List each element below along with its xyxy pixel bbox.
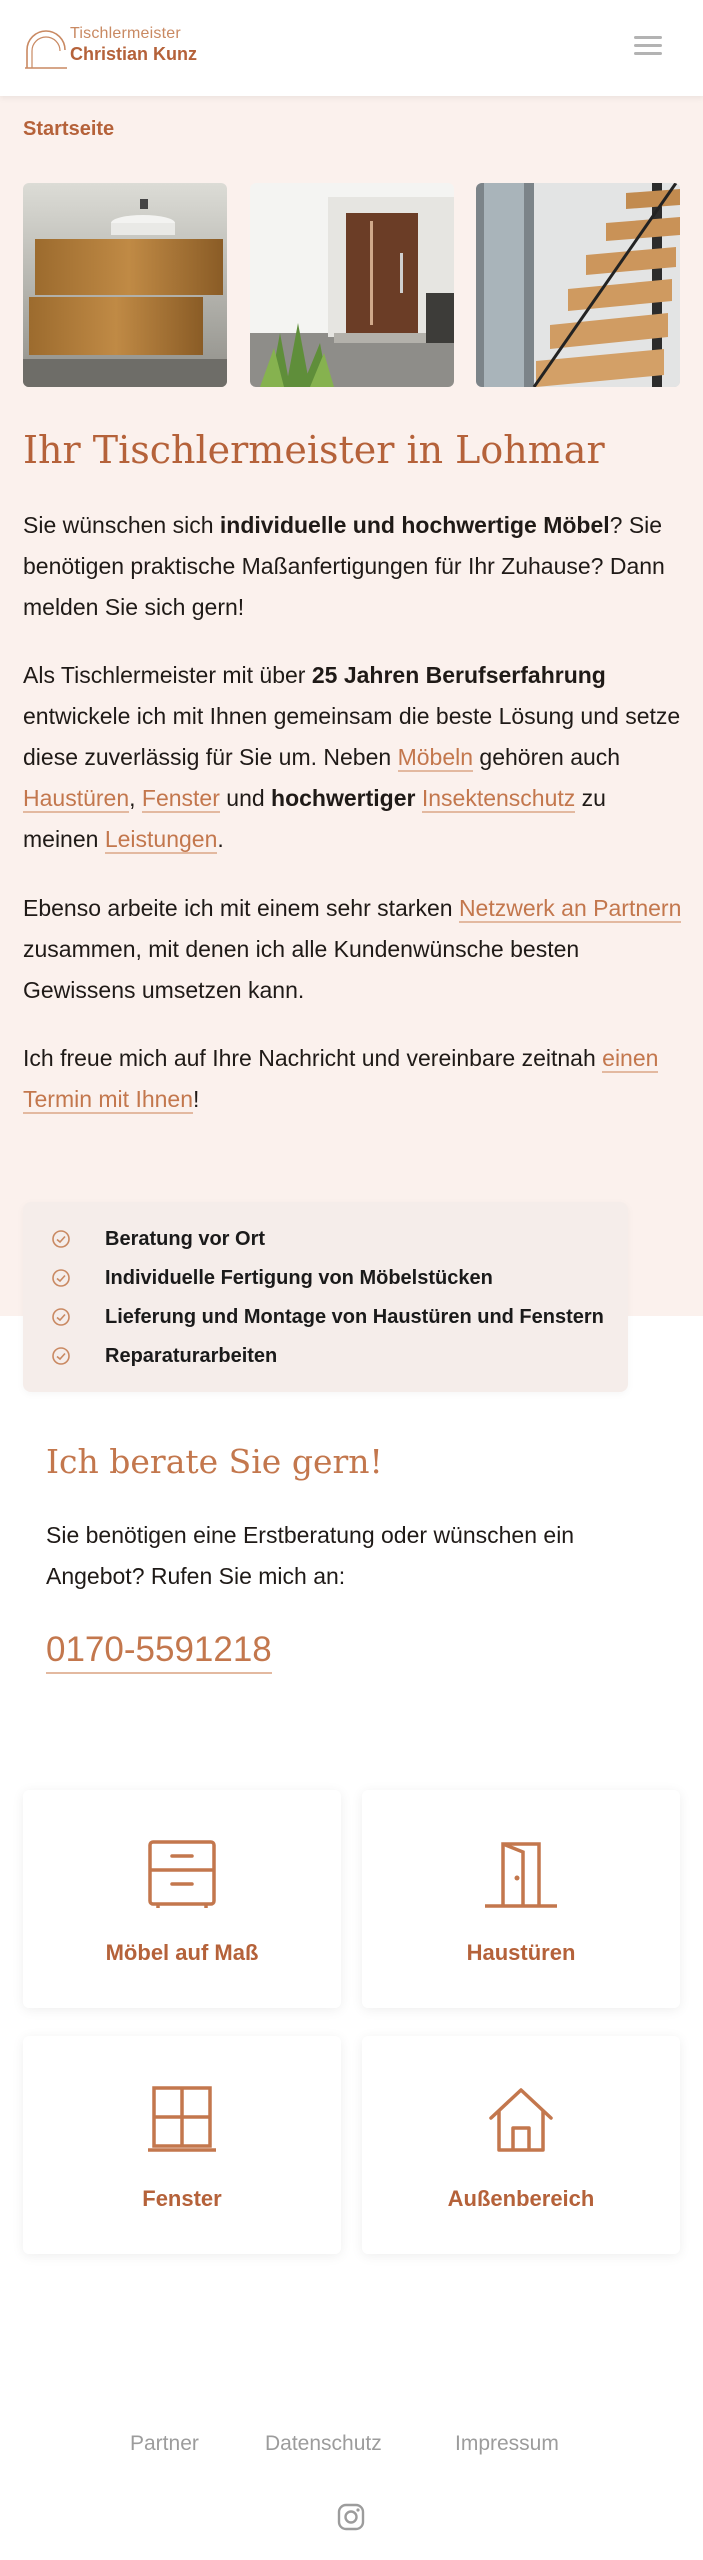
site-header (0, 0, 703, 96)
checklist-item: Beratung vor Ort (23, 1226, 628, 1256)
link-insektenschutz[interactable]: Insektenschutz (421, 785, 576, 811)
link-partner-netzwerk[interactable]: Netzwerk an Partnern (458, 895, 682, 921)
check-circle-icon (51, 1346, 71, 1366)
link-leistungen[interactable]: Leistungen (104, 826, 218, 852)
door-icon (485, 1838, 557, 1910)
sideboard-photo (23, 183, 227, 387)
service-label: Möbel auf Maß (105, 1940, 259, 1965)
intro-paragraph-1: Sie wünschen sich individuelle und hochwertige Möbel? Sie benötigen praktische Maßanfertigungen für Ihr Zuhause? Dann melden Sie sich gern! (23, 512, 665, 620)
front-door-photo (250, 183, 454, 387)
service-tile-haustueren[interactable] (362, 1790, 680, 2008)
house-icon (485, 2084, 557, 2156)
gallery-image-sideboard[interactable] (23, 183, 227, 387)
service-label: Außenbereich (447, 2186, 595, 2211)
check-circle-icon (51, 1268, 71, 1288)
link-termin[interactable]: einen Termin mit Ihnen (23, 1045, 659, 1112)
link-haustueren[interactable]: Haustüren (23, 785, 130, 811)
checklist-item: Lieferung und Montage von Haustüren und Fenstern (23, 1304, 628, 1334)
services-checklist (23, 1202, 628, 1392)
phone-link[interactable]: 0170-5591218 (46, 1628, 272, 1674)
contact-text: Sie benötigen eine Erstberatung oder wünschen ein Angebot? Rufen Sie mich an: (46, 1522, 575, 1589)
hamburger-menu-icon[interactable] (634, 34, 662, 58)
intro-paragraph-2: Als Tischlermeister mit über 25 Jahren Berufserfahrung entwickele ich mit Ihnen gemeinsam die beste Lösung und setze diese zuverlässig für Sie um. Neben Möbeln gehören auch Haustüren, Fenster und hochwertiger Insektenschutz zu meinen Leistungen. (23, 662, 681, 852)
intro-paragraph-4: Ich freue mich auf Ihre Nachricht und vereinbare zeitnah einen Termin mit Ihnen! (23, 1045, 659, 1112)
site-logo[interactable] (23, 22, 203, 72)
gallery-image-staircase[interactable] (476, 183, 680, 387)
check-circle-icon (51, 1229, 71, 1249)
service-tile-aussenbereich[interactable] (362, 2036, 680, 2254)
instagram-icon[interactable] (336, 2502, 366, 2532)
cabinet-icon (146, 1838, 218, 1910)
service-label: Haustüren (466, 1940, 576, 1965)
window-icon (146, 2084, 218, 2156)
staircase-photo (476, 183, 680, 387)
service-tile-moebel[interactable] (23, 1790, 341, 2008)
service-label: Fenster (142, 2186, 222, 2211)
logo-name: Christian Kunz (70, 44, 198, 64)
link-fenster[interactable]: Fenster (141, 785, 220, 811)
gallery-image-door[interactable] (250, 183, 454, 387)
footer-link-partner[interactable]: Partner (130, 2432, 199, 2455)
footer-link-impressum[interactable]: Impressum (455, 2432, 559, 2455)
link-moebel[interactable]: Möbeln (397, 744, 474, 770)
logo-arch-icon (23, 24, 69, 70)
checklist-item: Individuelle Fertigung von Möbelstücken (23, 1265, 628, 1295)
breadcrumb[interactable]: Startseite (23, 118, 115, 140)
footer-link-datenschutz[interactable]: Datenschutz (265, 2432, 382, 2455)
service-tile-fenster[interactable] (23, 2036, 341, 2254)
contact-heading: Ich berate Sie gern! (46, 1442, 383, 1481)
intro-paragraph-3: Ebenso arbeite ich mit einem sehr starken Netzwerk an Partnern zusammen, mit denen ich alle Kundenwünsche besten Gewissens umsetzen kann. (23, 895, 682, 1003)
page-title: Ihr Tischlermeister in Lohmar (23, 428, 605, 472)
checklist-item: Reparaturarbeiten (23, 1343, 628, 1373)
check-circle-icon (51, 1307, 71, 1327)
logo-subtitle: Tischlermeister (70, 25, 181, 42)
